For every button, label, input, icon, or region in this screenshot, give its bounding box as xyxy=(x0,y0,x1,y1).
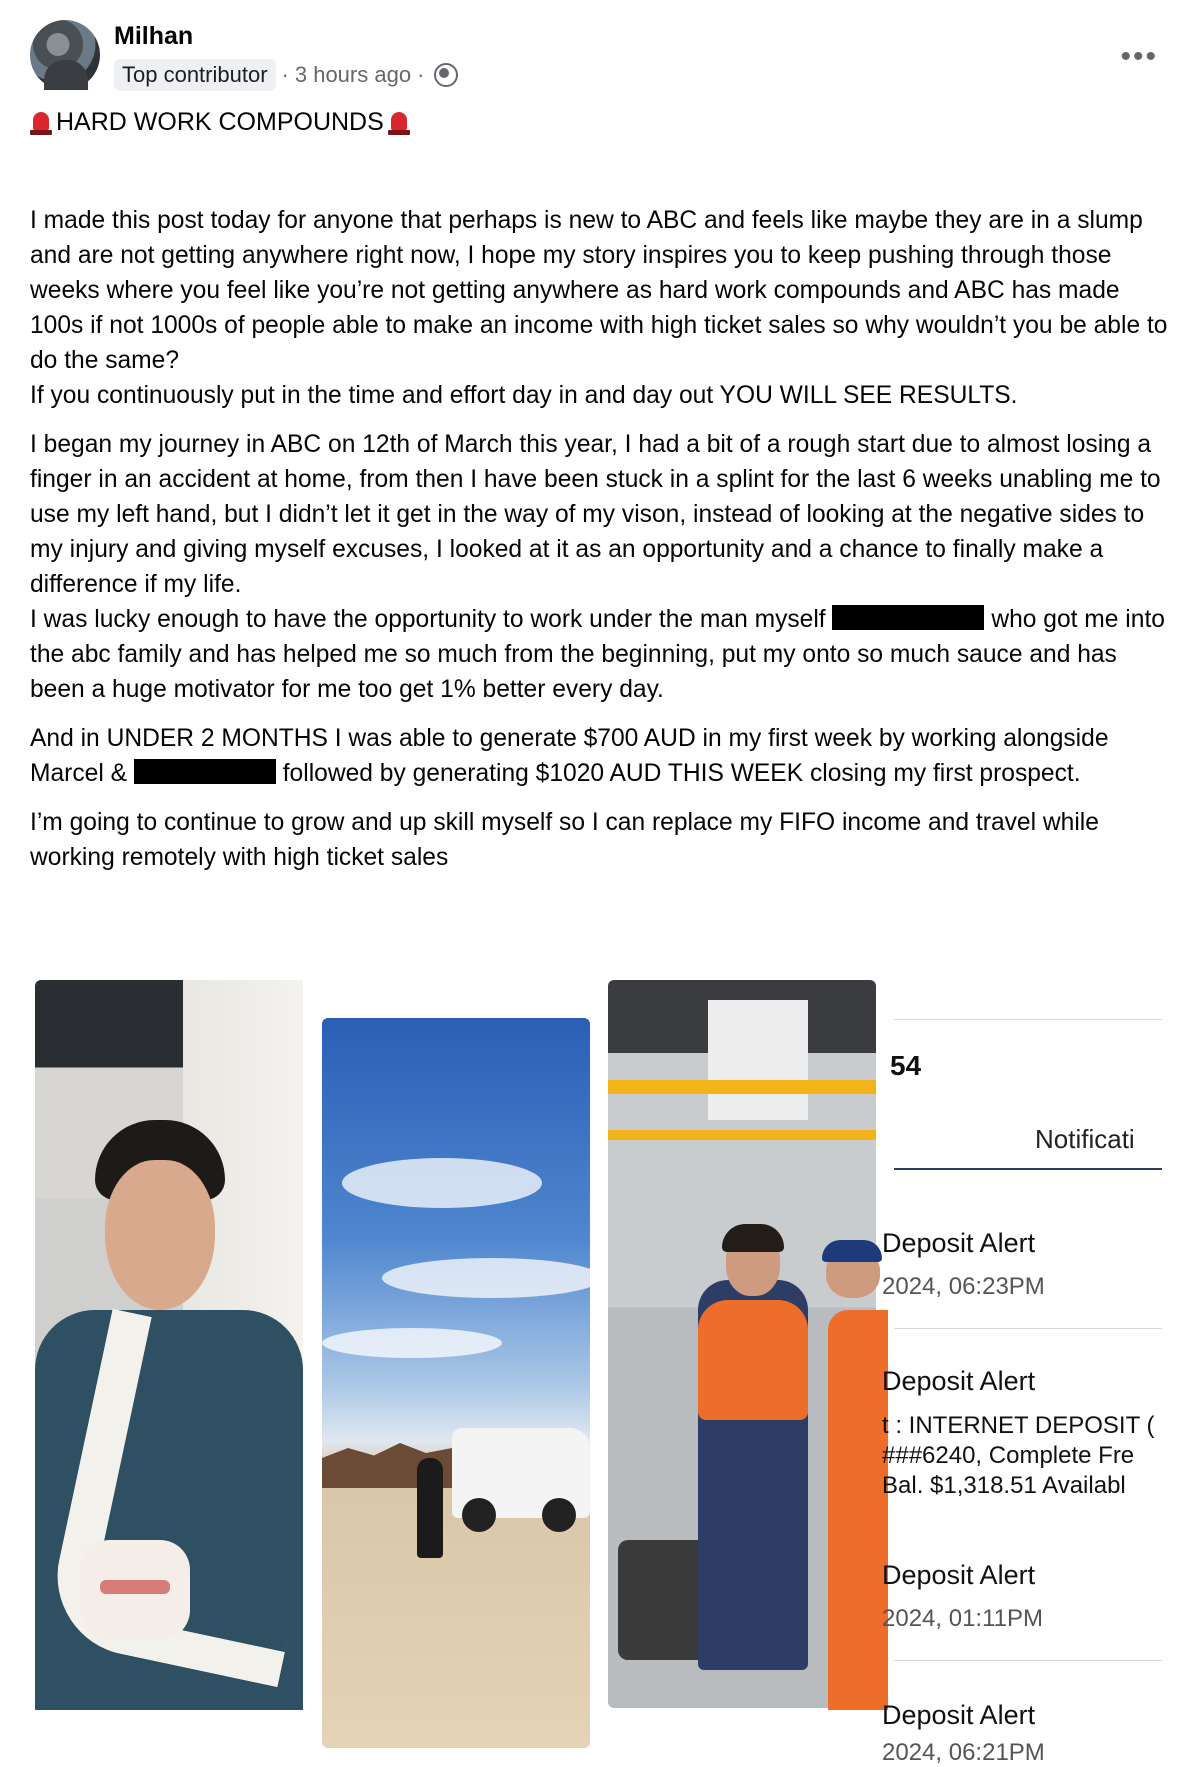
globe-icon xyxy=(434,63,458,87)
post-time[interactable]: 3 hours ago xyxy=(294,62,412,87)
photo-face xyxy=(105,1160,215,1310)
paragraph-text: I made this post today for anyone that perhaps is new to ABC and feels like maybe they are in a slump and are not getting anywhere right now, I hope my story inspires you to keep pushing through those weeks where you feel like you’re not getting anywhere as hard work compounds and ABC has made 100s if not 1000s of people able to make an income with high ticket sales so why wouldn’t you be able to do the same? xyxy=(30,207,1168,374)
deposit-alert-date: 2024, 01:11PM xyxy=(882,1605,1044,1632)
paragraph-text: I began my journey in ABC on 12th of March this year, I had a bit of a rough start due to almost losing a finger in an accident at home, from then I have been stuck in a splint for the last 6 weeks unabling me to use my left hand, but I didn’t let it get in the way of my vison, instead of looking at the negative sides to my injury and giving myself excuses, I looked at it as an opportunity and a chance to finally make a difference if my life. xyxy=(30,431,1161,598)
siren-icon xyxy=(30,110,52,136)
deposit-alert-line: ###6240, Complete Fre xyxy=(882,1442,1135,1469)
paragraph-2 xyxy=(30,427,1170,707)
paragraph-text: I’m going to continue to grow and up skill myself so I can replace my FIFO income and travel while working remotely with high ticket sales xyxy=(30,809,1099,871)
photo-deposit-notifications[interactable] xyxy=(882,1010,1162,1766)
notification-number: 54 xyxy=(890,1050,922,1081)
siren-icon xyxy=(388,110,410,136)
notifications-tab: Notificati xyxy=(1035,1124,1135,1154)
avatar[interactable] xyxy=(30,20,100,90)
photo-worker xyxy=(698,1280,808,1670)
photo-cloud xyxy=(322,1328,502,1358)
paragraph-1 xyxy=(30,203,1170,413)
photo-cloud xyxy=(382,1258,602,1298)
photo-person xyxy=(417,1458,443,1558)
photo-worker-2-head xyxy=(826,1248,880,1298)
photo-beach-truck[interactable] xyxy=(322,1018,590,1748)
headline-text: HARD WORK COMPOUNDS xyxy=(56,108,384,136)
photo-bandaged-hand xyxy=(80,1540,190,1640)
photo-truck xyxy=(452,1428,590,1518)
photo-worker-head xyxy=(726,1230,780,1296)
paragraph-3 xyxy=(30,721,1170,791)
redacted-name xyxy=(134,759,276,784)
photo-worker-2 xyxy=(828,1310,888,1710)
deposit-alert-line: t : INTERNET DEPOSIT ( xyxy=(882,1412,1155,1439)
photo-rail xyxy=(608,1130,876,1140)
photo-injured-arm[interactable] xyxy=(35,980,303,1708)
paragraph-text: And in UNDER 2 MONTHS I was able to generate $700 AUD in my first week by working alongside Marcel & xyxy=(30,725,1109,787)
top-contributor-badge[interactable]: Top contributor xyxy=(114,59,276,91)
meta-separator: · xyxy=(281,62,289,87)
paragraph-text: followed by generating $1020 AUD THIS WEEK closing my first prospect. xyxy=(282,760,1081,787)
deposit-alert-title: Deposit Alert xyxy=(882,1228,1036,1258)
deposit-alert-title: Deposit Alert xyxy=(882,1560,1036,1590)
deposit-alert-item xyxy=(882,1560,1202,1633)
deposit-alert-line: Bal. $1,318.51 Availabl xyxy=(882,1472,1126,1499)
divider xyxy=(894,1660,1162,1661)
author-name[interactable]: Milhan xyxy=(114,22,194,50)
post-header xyxy=(30,20,1170,100)
divider xyxy=(894,1328,1162,1329)
paragraph-4 xyxy=(30,805,1170,875)
deposit-alert-date: 2024, 06:21PM xyxy=(882,1739,1045,1766)
tab-underline xyxy=(894,1168,1162,1170)
photo-bag xyxy=(618,1540,708,1660)
photo-cabinet xyxy=(708,1000,808,1120)
redacted-name xyxy=(832,605,984,630)
deposit-alert-item xyxy=(882,1700,1202,1767)
deposit-alert-title: Deposit Alert xyxy=(882,1366,1036,1396)
paragraph-text: who got me into the abc family and has helped me so much from the beginning, put my onto so much sauce and has been a huge motivator for me too get 1% better every day. xyxy=(30,606,1165,703)
more-icon[interactable]: ••• xyxy=(1120,40,1158,73)
meta-separator: · xyxy=(417,62,425,87)
post-body xyxy=(30,203,1170,889)
paragraph-text: If you continuously put in the time and effort day in and day out YOU WILL SEE RESULTS. xyxy=(30,382,1018,409)
post-meta xyxy=(114,58,458,92)
deposit-alert-item xyxy=(882,1366,1202,1501)
divider xyxy=(894,1019,1162,1020)
deposit-alert-title: Deposit Alert xyxy=(882,1700,1036,1730)
deposit-alert-date: 2024, 06:23PM xyxy=(882,1273,1045,1300)
deposit-alert-item xyxy=(882,1228,1202,1301)
photo-cloud xyxy=(342,1158,542,1208)
photo-rail xyxy=(608,1080,876,1094)
paragraph-text: I was lucky enough to have the opportunity to work under the man myself xyxy=(30,606,826,633)
post-headline xyxy=(30,108,410,137)
photo-workers[interactable] xyxy=(608,980,876,1708)
